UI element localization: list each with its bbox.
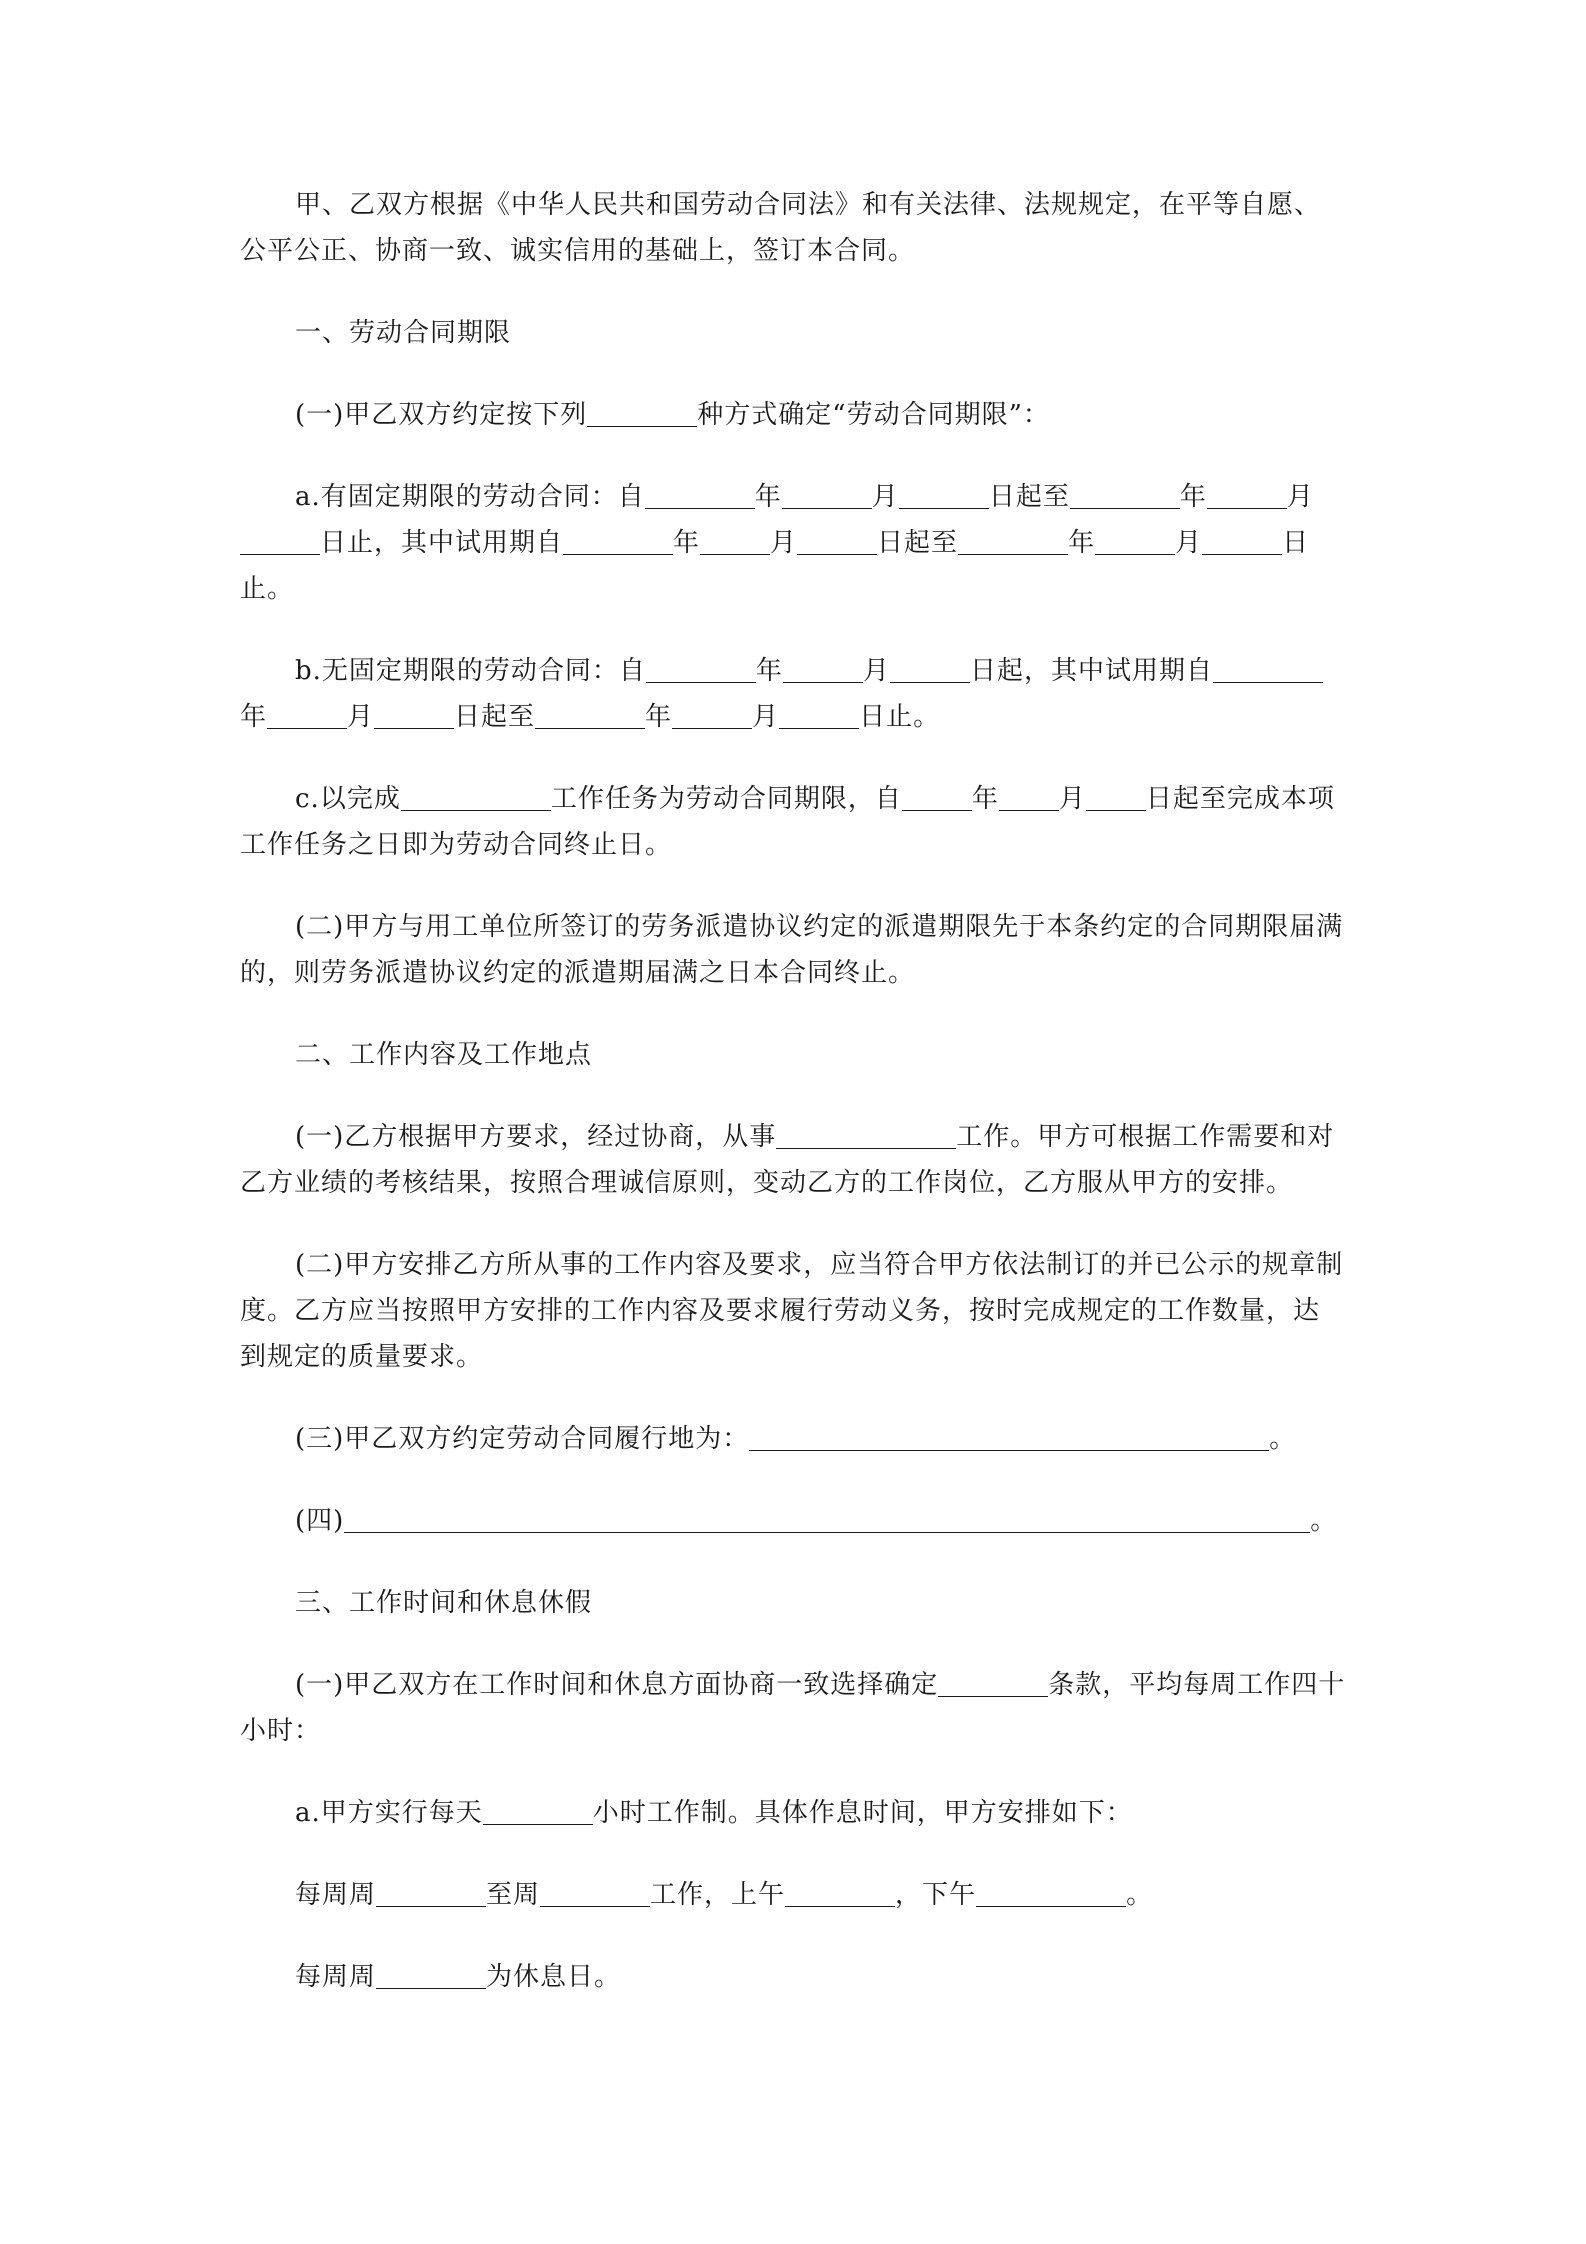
blank-field[interactable]	[1207, 482, 1287, 509]
blank-field[interactable]	[1086, 784, 1146, 811]
section-3-option-a: a.甲方实行每天 小时工作制。具体作息时间，甲方安排如下：	[295, 1798, 1133, 1828]
blank-field[interactable]	[749, 1424, 1269, 1451]
blank-field[interactable]	[374, 702, 454, 729]
section-1-title: 一、劳动合同期限	[295, 318, 512, 348]
blank-field[interactable]	[783, 656, 863, 683]
blank-field[interactable]	[645, 482, 755, 509]
section-3-clause-1: (一)甲乙双方在工作时间和休息方面协商一致选择确定 条款，平均每周工作四十小时：	[240, 1670, 1346, 1746]
blank-field[interactable]	[899, 482, 989, 509]
blank-field[interactable]	[700, 528, 770, 555]
section-1-option-b: b.无固定期限的劳动合同：自 年 月 日起，其中试用期自年 月 日起至 年 月 日止。	[240, 648, 1346, 740]
blank-field[interactable]	[563, 528, 673, 555]
blank-field[interactable]	[401, 784, 551, 811]
blank-field[interactable]	[958, 528, 1068, 555]
blank-field[interactable]	[540, 1880, 650, 1907]
section-2-title: 二、工作内容及工作地点	[295, 1040, 593, 1070]
section-2-clause-2: (二)甲方安排乙方所从事的工作内容及要求，应当符合甲方依法制订的并已公示的规章制度。乙方应当按照甲方安排的工作内容及要求履行劳动义务，按时完成规定的工作数量，达到规定的质量要求。	[240, 1250, 1344, 1372]
intro-paragraph: 甲、乙双方根据《中华人民共和国劳动合同法》和有关法律、法规规定，在平等自愿、公平公正、协商一致、诚实信用的基础上，签订本合同。	[240, 190, 1322, 266]
section-2-clause-4: (四) 。	[295, 1506, 1338, 1536]
blank-field[interactable]	[785, 1880, 895, 1907]
blank-field[interactable]	[646, 656, 756, 683]
section-3-title: 三、工作时间和休息休假	[295, 1588, 593, 1618]
section-1-clause-2: (二)甲方与用工单位所签订的劳务派遣协议约定的派遣期限先于本条约定的合同期限届满的，则劳务派遣协议约定的派遣期届满之日本合同终止。	[240, 912, 1344, 988]
section-1-option-a: a.有固定期限的劳动合同：自 年 月 日起至 年 月日止，其中试用期自 年 月 日起至 年 月 日止。	[240, 482, 1314, 604]
weekly-schedule-line: 每周周 至周 工作，上午 ，下午 。	[295, 1880, 1154, 1910]
blank-field[interactable]	[672, 702, 752, 729]
blank-field[interactable]	[535, 702, 645, 729]
blank-field[interactable]	[938, 1670, 1048, 1697]
blank-field[interactable]	[999, 784, 1059, 811]
blank-field[interactable]	[240, 528, 320, 555]
blank-field[interactable]	[1202, 528, 1282, 555]
rest-day-line: 每周周 为休息日。	[295, 1962, 622, 1992]
section-1-option-c: c.以完成 工作任务为劳动合同期限，自 年 月 日起至完成本项工作任务之日即为劳动合同终止日。	[240, 784, 1335, 860]
blank-field[interactable]	[797, 528, 877, 555]
blank-field[interactable]	[587, 400, 697, 427]
blank-field[interactable]	[1213, 656, 1323, 683]
section-1-clause-1: (一)甲乙双方约定按下列 种方式确定“劳动合同期限”：	[295, 400, 1050, 430]
blank-field[interactable]	[267, 702, 347, 729]
blank-field[interactable]	[1070, 482, 1180, 509]
blank-field[interactable]	[782, 482, 872, 509]
blank-field[interactable]	[776, 1122, 956, 1149]
blank-field[interactable]	[1095, 528, 1175, 555]
blank-field[interactable]	[976, 1880, 1126, 1907]
blank-field[interactable]	[779, 702, 859, 729]
blank-field[interactable]	[376, 1880, 486, 1907]
blank-field[interactable]	[344, 1506, 1310, 1533]
blank-field[interactable]	[902, 784, 972, 811]
section-2-clause-1: (一)乙方根据甲方要求，经过协商，从事 工作。甲方可根据工作需要和对乙方业绩的考核结果，按照合理诚信原则，变动乙方的工作岗位，乙方服从甲方的安排。	[240, 1122, 1335, 1198]
blank-field[interactable]	[376, 1962, 486, 1989]
blank-field[interactable]	[483, 1798, 593, 1825]
section-2-clause-3: (三)甲乙双方约定劳动合同履行地为： 。	[295, 1424, 1297, 1454]
blank-field[interactable]	[890, 656, 970, 683]
contract-body	[240, 182, 1346, 2000]
